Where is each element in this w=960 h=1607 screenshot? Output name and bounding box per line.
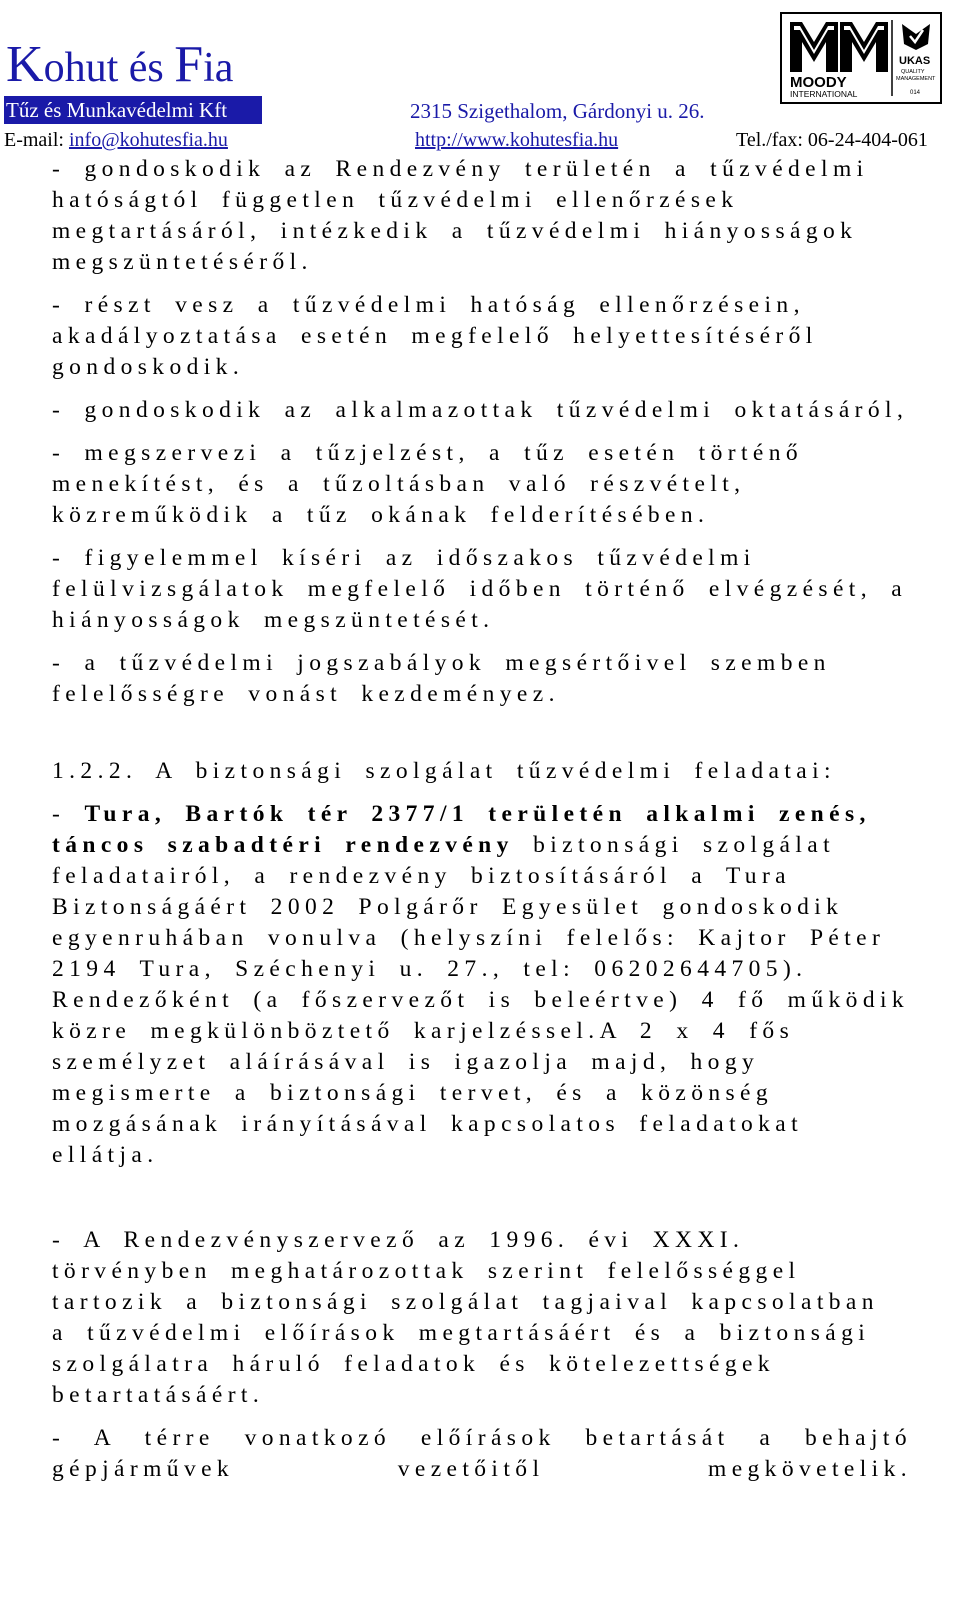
paragraph-inspections: - gondoskodik az Rendezvény területén a tűzvédelmi hatóságtól független tűzvédelmi ellenőrzések megtartásáról, intézkedik a tűzvédelmi hiányosságok megszüntetéséről.: [52, 156, 869, 275]
ukas-management-text: MANAGEMENT: [896, 76, 936, 82]
event-location-bold: Tura, Bartók tér 2377/1 területén alkalmi zenés, táncos szabadtéri rendezvény: [52, 801, 871, 858]
ukas-number: 014: [910, 90, 921, 96]
paragraph-security-service: [52, 799, 912, 1171]
paragraph-accountability: - a tűzvédelmi jogszabályok megsértőivel szemben felelősségre vonást kezdeményez.: [52, 650, 831, 707]
email-line: [4, 127, 228, 153]
company-name-initial-k: K: [6, 36, 44, 93]
email-label: E-mail:: [4, 129, 69, 151]
company-name: [6, 36, 234, 93]
company-subtitle: Tűz és Munkavédelmi Kft: [4, 96, 262, 124]
paragraph-organizer-responsibility: - A Rendezvényszervező az 1996. évi XXXI. törvényben meghatározottak szerint felelősséggel tartozik a biztonsági szolgálat tagjaival kapcsolatban a tűzvédelmi előírások megtartásáért és a biztonsági szolgálatra háruló feladatok és kötelezettségek betartatásáért.: [52, 1227, 879, 1408]
section-heading: 1.2.2. A biztonsági szolgálat tűzvédelmi feladatai:: [52, 758, 836, 784]
paragraph-authority-checks: - részt vesz a tűzvédelmi hatóság ellenőrzésein, akadályoztatása esetén megfelelő helyettesítéséről gondoskodik.: [52, 292, 818, 380]
paragraph-security-lead: -: [52, 801, 85, 827]
phone-fax: Tel./fax: 06-24-404-061: [736, 129, 928, 151]
website-line: [415, 127, 618, 153]
company-address: 2315 Szigethalom, Gárdonyi u. 26.: [410, 99, 705, 123]
ukas-quality-text: QUALITY: [901, 69, 925, 75]
moody-wordmark: MOODY: [790, 74, 847, 91]
company-name-part-2: ia: [203, 45, 234, 91]
website-link[interactable]: http://www.kohutesfia.hu: [415, 129, 619, 151]
paragraph-fire-alarm: - megszervezi a tűzjelzést, a tűz esetén történő menekítést, és a tűzoltásban való részvételt, közreműködik a tűz okának felderítésében.: [52, 440, 804, 528]
paragraph-training: - gondoskodik az alkalmazottak tűzvédelmi oktatásáról,: [52, 397, 909, 423]
ukas-text: UKAS: [899, 55, 931, 67]
certification-logo-graphic: [782, 14, 940, 102]
document-body: [52, 154, 912, 1497]
company-name-part-1: ohut és: [43, 45, 175, 91]
company-name-initial-f: F: [174, 36, 204, 93]
paragraph-vehicles: - A térre vonatkozó előírások betartását a behajtó gépjárművek vezetőitől megkövetelik.: [52, 1425, 912, 1482]
paragraph-periodic-review: - figyelemmel kíséri az időszakos tűzvédelmi felülvizsgálatok megfelelő időben történő elvégzését, a hiányosságok megszüntetését.: [52, 545, 908, 633]
paragraph-security-rest: biztonsági szolgálat feladatairól, a rendezvény biztosításáról a Tura Biztonságáért 2002 Polgárőr Egyesület gondoskodik egyenruhában vonulva (helyszíni felelős: Kajtor Péter 2194 Tura, Széchenyi u. 27., tel: 06202644705). Rendezőként (a főszervezőt is beleértve) 4 fő működik közre megkülönböztető karjelzéssel.A 2 x 4 fős személyzet aláírásával is igazolja majd, hogy megismerte a biztonsági tervet, és a közönség mozgásának irányításával kapcsolatos feladatokat ellátja.: [52, 832, 910, 1168]
moody-international-text: INTERNATIONAL: [790, 89, 858, 99]
certification-logo: [780, 12, 942, 104]
email-link[interactable]: info@kohutesfia.hu: [68, 129, 228, 151]
